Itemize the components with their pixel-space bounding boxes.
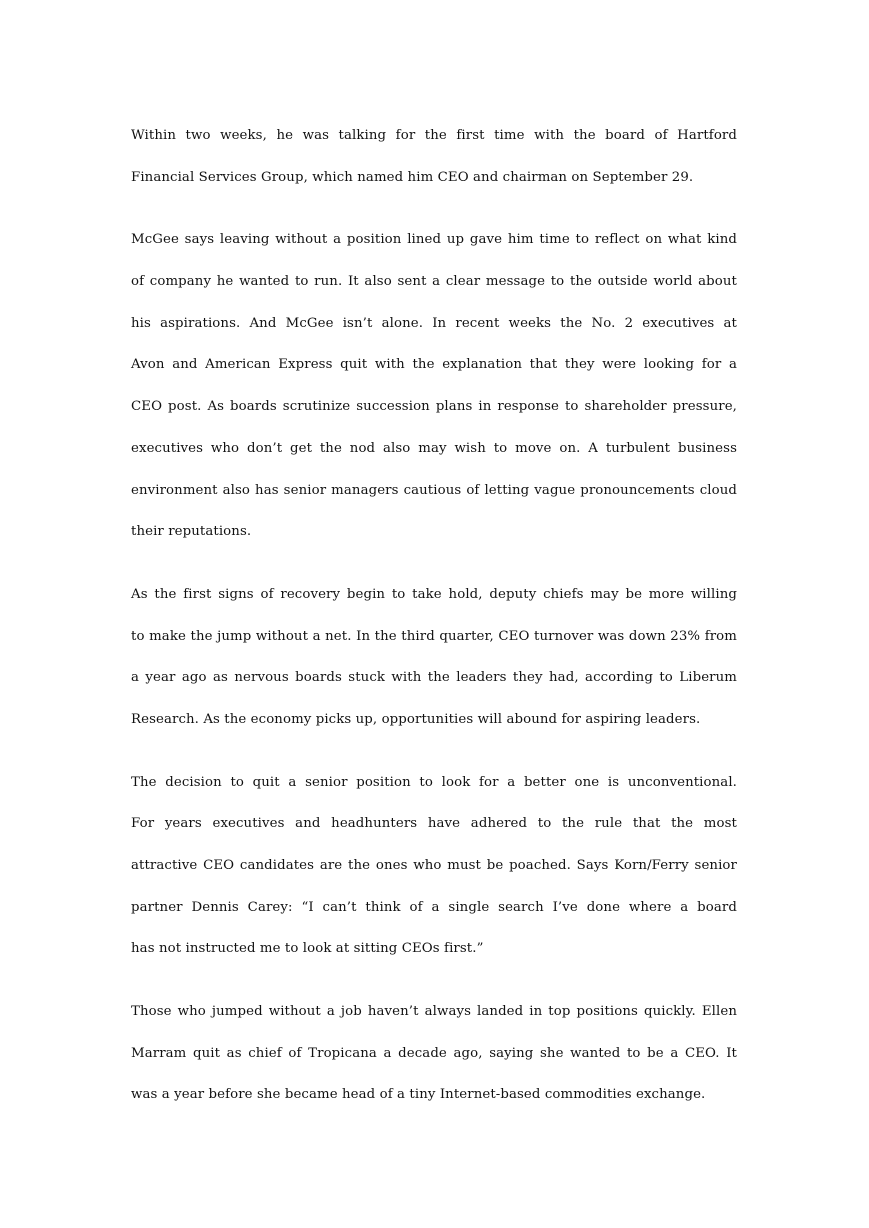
text-line: attractive CEO candidates are the ones who must be poached. Says Korn/Ferry senior [131,858,737,873]
paragraph [131,579,737,746]
text-line: Within two weeks, he was talking for the first time with the board of Hartford [131,128,737,143]
paragraph [131,996,737,1121]
paragraph [131,120,737,203]
text-line: executives who don’t get the nod also may wish to move on. A turbulent business [131,440,737,456]
text-line: Financial Services Group, which named him CEO and chairman on September 29. [131,169,694,185]
text-line: Those who jumped without a job haven’t always landed in top positions quickly. Ellen [131,1004,737,1020]
text-line: McGee says leaving without a position lined up gave him time to reflect on what kind [131,232,737,248]
text-line: For years executives and headhunters have adhered to the rule that the most [131,816,737,832]
paragraph [131,224,737,558]
text-line: The decision to quit a senior position to look for a better one is unconventional. [131,774,737,790]
text-line: of company he wanted to run. It also sent a clear message to the outside world about [131,274,737,290]
text-line: their reputations. [131,524,252,540]
text-line: was a year before she became head of a tiny Internet-based commodities exchange. [131,1087,706,1103]
text-line: As the first signs of recovery begin to take hold, deputy chiefs may be more willing [131,586,737,602]
document-body [131,120,737,1142]
text-line: has not instructed me to look at sitting CEOs first.” [131,941,484,957]
paragraph [131,767,737,975]
text-line: Marram quit as chief of Tropicana a decade ago, saying she wanted to be a CEO. It [131,1045,737,1061]
text-line: Research. As the economy picks up, opportunities will abound for aspiring leaders. [131,711,701,727]
text-line: environment also has senior managers cautious of letting vague pronouncements cloud [131,482,737,498]
text-line: to make the jump without a net. In the third quarter, CEO turnover was down 23% from [131,628,737,644]
text-line: Avon and American Express quit with the explanation that they were looking for a [131,357,737,373]
text-line: CEO post. As boards scrutinize succession plans in response to shareholder pressure, [131,399,737,415]
text-line: partner Dennis Carey: “I can’t think of a single search I’ve done where a board [131,899,737,915]
text-line: a year ago as nervous boards stuck with the leaders they had, according to Liberum [131,670,737,686]
text-line: his aspirations. And McGee isn’t alone. In recent weeks the No. 2 executives at [131,315,737,331]
